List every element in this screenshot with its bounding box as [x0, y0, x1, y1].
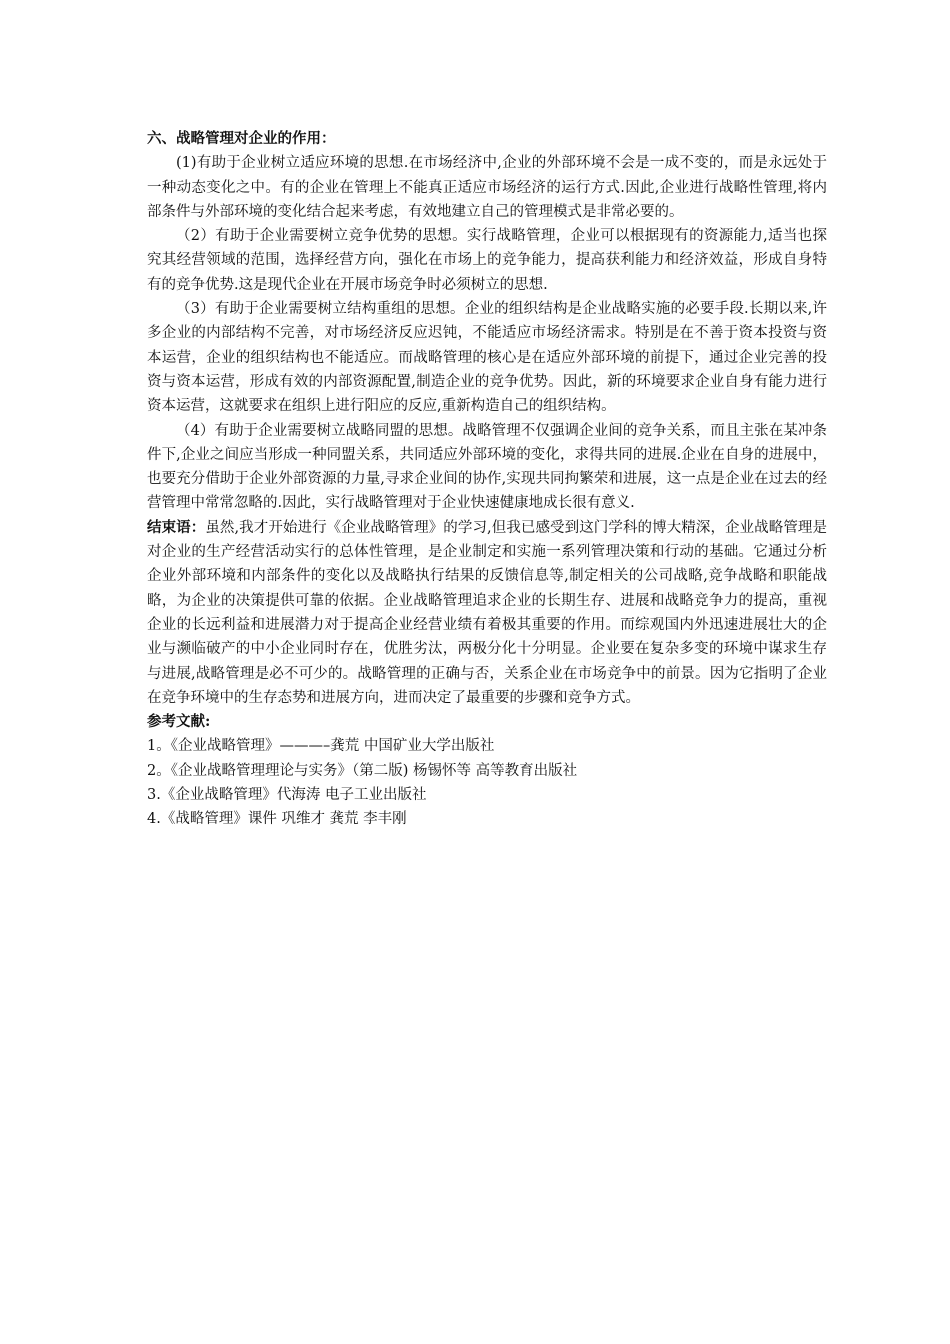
paragraph-3: （3）有助于企业需要树立结构重组的思想。企业的组织结构是企业战略实施的必要手段.长期以来,许多企业的内部结构不完善，对市场经济反应迟钝，不能适应市场经济需求。特别是在不善于资本投资与资本运营，企业的组织结构也不能适应。而战略管理的核心是在适应外部环境的前提下，通过企业完善的投资与资本运营，形成有效的内部资源配置,制造企业的竞争优势。因此，新的环境要求企业自身有能力进行资本运营，这就要求在组织上进行阳应的反应,重新构造自己的组织结构。 [147, 301, 827, 415]
reference-item-3: 3.《企业战略管理》代海涛 电子工业出版社 [147, 787, 427, 804]
paragraph-2: （2）有助于企业需要树立竞争优势的思想。实行战略管理，企业可以根据现有的资源能力,适当也探究其经营领域的范围，选择经营方向，强化在市场上的竞争能力，提高获利能力和经济效益，形成自身特有的竞争优势.这是现代企业在开展市场竞争时必须树立的思想. [147, 228, 827, 293]
reference-item-2: 2。《企业战略管理理论与实务》（第二版) 杨锡怀等 高等教育出版社 [147, 762, 578, 779]
conclusion-label: 结束语： [147, 518, 206, 536]
references-heading: 参考文献: [147, 713, 211, 731]
section-heading: 六、战略管理对企业的作用： [147, 130, 336, 147]
paragraph-1: (1)有助于企业树立适应环境的思想.在市场经济中,企业的外部环境不会是一成不变的，而是永远处于一种动态变化之中。有的企业在管理上不能真正适应市场经济的运行方式.因此,企业进行战略性管理,将内部条件与外部环境的变化结合起来考虑，有效地建立自己的管理模式是非常必要的。 [147, 155, 827, 220]
reference-item-1: 1。《企业战略管理》———–龚荒 中国矿业大学出版社 [147, 738, 495, 755]
reference-item-4: 4.《战略管理》课件 巩维才 龚荒 李丰刚 [147, 811, 407, 828]
conclusion-paragraph [147, 516, 827, 710]
conclusion-text: 虽然,我才开始进行《企业战略管理》的学习,但我已感受到这门学科的博大精深，企业战略管理是对企业的生产经营活动实行的总体性管理，是企业制定和实施一系列管理决策和行动的基础。它通过分析企业外部环境和内部条件的变化以及战略执行结果的反馈信息等,制定相关的公司战略,竞争战略和职能战略，为企业的决策提供可靠的依据。企业战略管理追求企业的长期生存、进展和战略竞争力的提高，重视企业的长远利益和进展潜力对于提高企业经营业绩有着极其重要的作用。而综观国内外迅速进展壮大的企业与濒临破产的中小企业同时存在，优胜劣汰，两极分化十分明显。企业要在复杂多变的环境中谋求生存与进展,战略管理是必不可少的。战略管理的正确与否，关系企业在市场竞争中的前景。因为它指明了企业在竞争环境中的生存态势和进展方向，进而决定了最重要的步骤和竞争方式。 [147, 519, 828, 706]
references-list [147, 734, 827, 831]
document-body [147, 127, 827, 832]
paragraph-4: （4）有助于企业需要树立战略同盟的思想。战略管理不仅强调企业间的竞争关系，而且主张在某冲条件下,企业之间应当形成一种同盟关系，共同适应外部环境的变化，求得共同的进展.企业在自身的进展中，也要充分借助于企业外部资源的力量,寻求企业间的协作,实现共同拘繁荣和进展，这一点是企业在过去的经营管理中常常忽略的.因此，实行战略管理对于企业快速健康地成长很有意义. [147, 422, 827, 512]
